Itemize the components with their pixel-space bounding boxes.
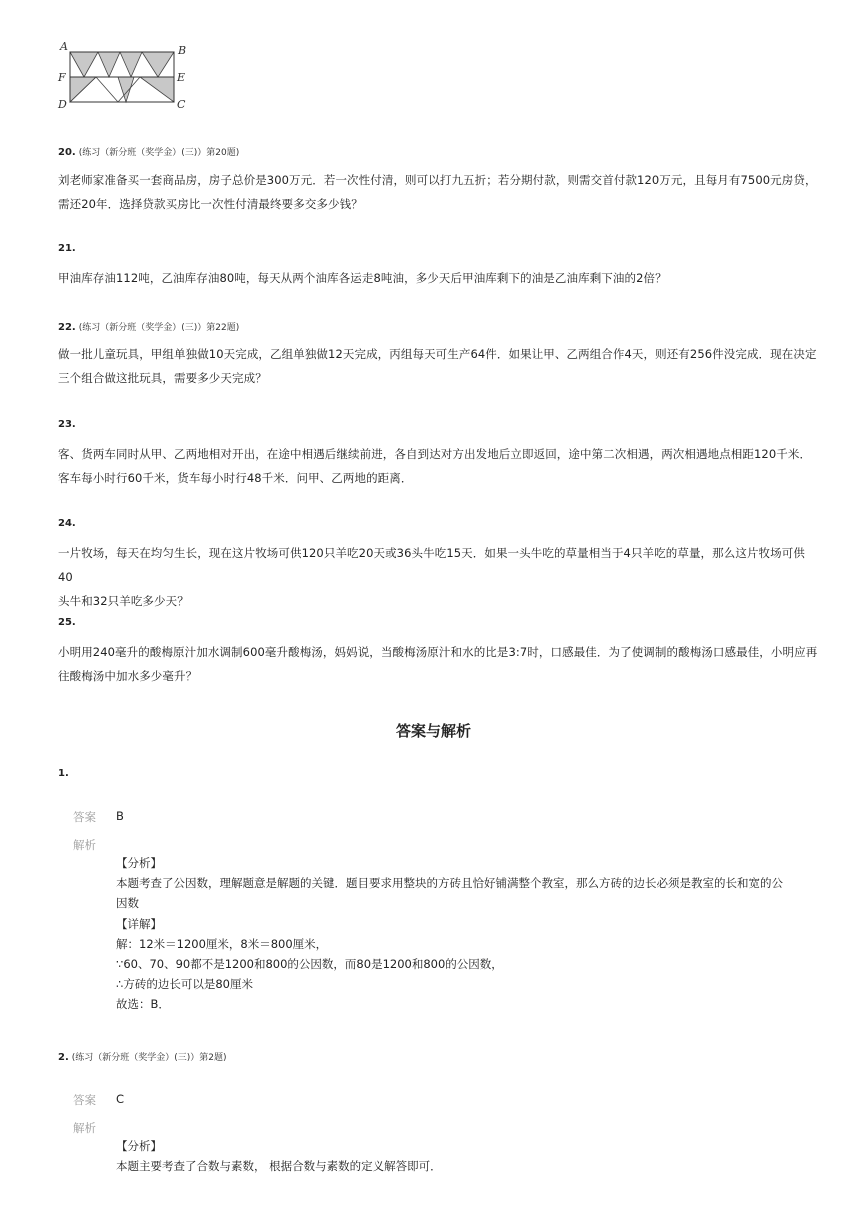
label-E: E [177,71,186,84]
shaded-triangle [142,52,174,77]
question-source: (练习（新分班（奖学金）(三)）第22题) [78,323,240,333]
answers-title: 答案与解析 [395,722,471,740]
question-source: (练习（新分班（奖学金）(三)）第2题) [71,1053,227,1063]
analysis-label: 解析 [73,838,96,852]
label-B: B [178,44,187,57]
label-C: C [177,98,186,111]
rectangle-figure [56,40,196,112]
answer-number: 2. (练习（新分班（奖学金）(三)）第2题) [58,1052,227,1063]
question-number: 25. [58,617,76,628]
question-number: 20. (练习（新分班（奖学金）(三)）第20题) [58,147,240,158]
question-source: (练习（新分班（奖学金）(三)）第20题) [78,148,240,158]
question-text: 客、货两车同时从甲、乙两地相对开出，在途中相遇后继续前进，各自到达对方出发地后立即返回，途中第二次相遇，两次相遇地点相距120千米． 客车每小时行60千米，货车每小时行48千米．问甲、乙两地的距离． [58,447,812,485]
question-text: 一片牧场，每天在均匀生长，现在这片牧场可供120只羊吃20天或36头牛吃15天．如果一头牛吃的草量相当于4只羊吃的草量，那么这片牧场可供40 头牛和32只羊吃多少天？ [58,546,805,608]
question-number: 24. [58,518,76,529]
shaded-triangle [98,52,120,77]
shaded-triangle [118,77,134,102]
analysis-text: 【分析】 本题主要考查了合数与素数， 根据合数与素数的定义解答即可． [116,1139,442,1174]
label-A: A [60,40,68,53]
label-F: F [58,71,66,84]
shaded-triangle [120,52,142,77]
answer-label: 答案 [73,1093,96,1107]
analysis-label: 解析 [73,1121,96,1135]
question-number: 23. [58,419,76,430]
answer-label: 答案 [73,810,96,824]
answer-number: 1. [58,768,69,779]
analysis-text: 【分析】 本题考查了公因数，理解题意是解题的关键．题目要求用整块的方砖且恰好铺满整个教室，那么方砖的边长必须是教室的长和宽的公 因数 【详解】 解：12米＝1200厘米，8米＝800厘米， ∵60、70、90都不是1200和800的公因数，而80是1200和800的公因数， ∴方砖的边长可以是80厘米 故选：B． [116,856,783,1012]
answer-value: B [116,809,124,823]
question-number: 21. [58,243,76,254]
question-text: 刘老师家准备买一套商品房，房子总价是300万元．若一次性付清，则可以打九五折；若分期付款，则需交首付款120万元，且每月有7500元房贷， 需还20年．选择贷款买房比一次性付清最终要多交多少钱？ [58,173,817,211]
question-text: 做一批儿童玩具，甲组单独做10天完成，乙组单独做12天完成，丙组每天可生产64件．如果让甲、乙两组合作4天，则还有256件没完成．现在决定 三个组合做这批玩具，需要多少天完成？ [58,347,817,385]
label-D: D [58,98,67,111]
question-text: 甲油库存油112吨，乙油库存油80吨，每天从两个油库各运走8吨油，多少天后甲油库剩下的油是乙油库剩下油的2倍？ [58,271,667,285]
question-text: 小明用240毫升的酸梅原汁加水调制600毫升酸梅汤，妈妈说，当酸梅汤原汁和水的比是3:7时，口感最佳．为了使调制的酸梅汤口感最佳，小明应再 往酸梅汤中加水多少毫升？ [58,645,818,683]
shaded-triangle [140,77,174,102]
shaded-triangle [70,52,98,77]
question-number: 22. (练习（新分班（奖学金）(三)）第22题) [58,322,240,333]
answer-value: C [116,1092,125,1106]
